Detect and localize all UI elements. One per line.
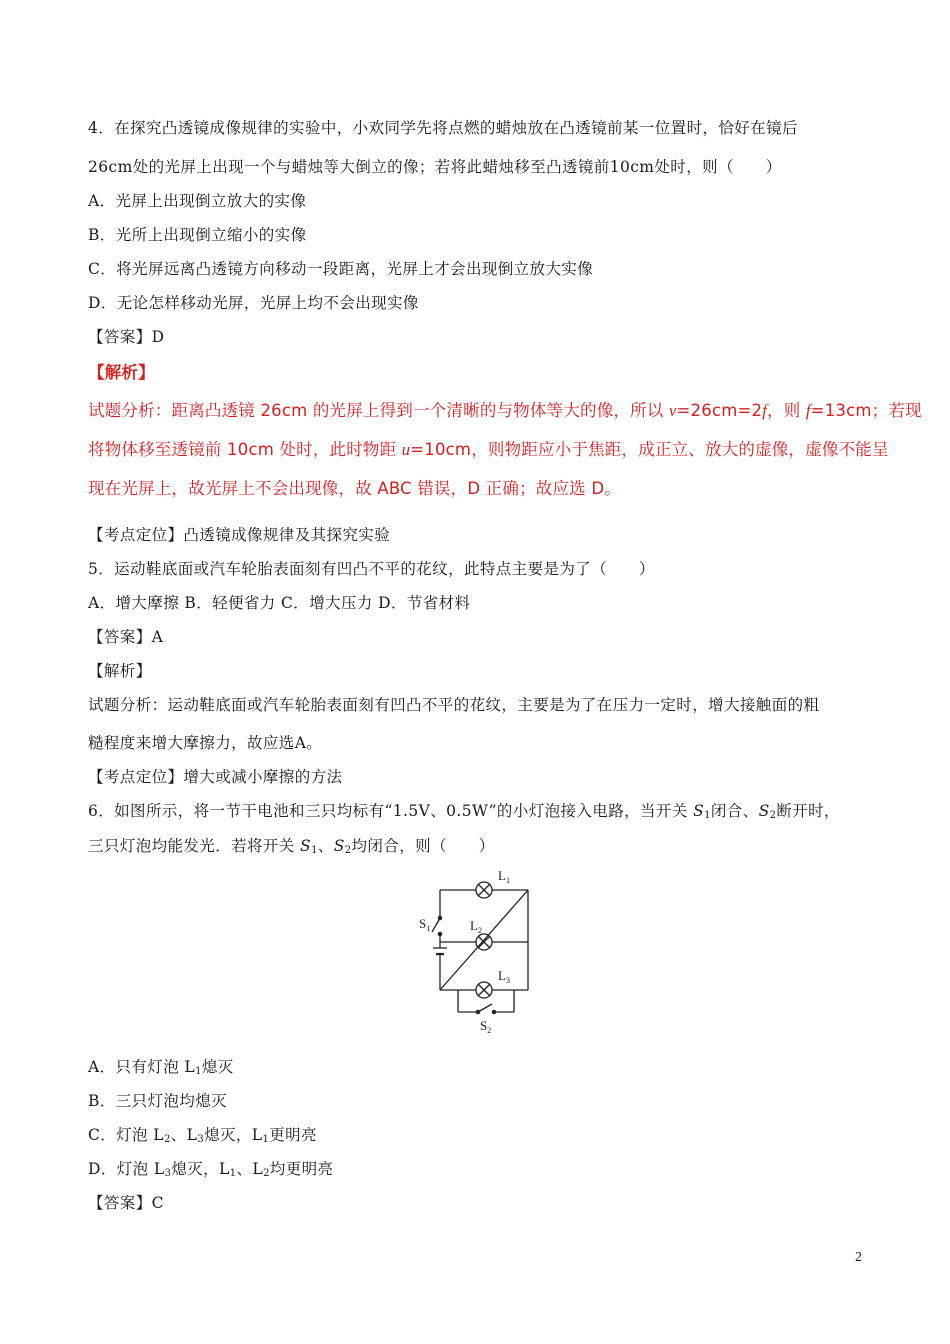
- q5-kaodian: 【考点定位】增大或减小摩擦的方法: [88, 768, 343, 786]
- q4-answer: 【答案】D: [88, 328, 165, 346]
- q6-option-c: C．灯泡 $L_2$、$L_3$熄灭，$L_1$更明亮: [88, 1126, 317, 1145]
- q4-option-a: A．光屏上出现倒立放大的实像: [88, 192, 307, 210]
- q4-analysis-line1: 试题分析：距离凸透镜 26cm 的光屏上得到一个清晰的与物体等大的像，所以 v=26cm=2f，则 f=13cm；若现: [88, 401, 922, 420]
- label-s2: $S_2$: [480, 1018, 492, 1035]
- label-l2: $L_2$: [470, 918, 482, 935]
- q5-analysis-line2: 糙程度来增大摩擦力，故应选A。: [88, 734, 323, 752]
- q5-options: A．增大摩擦 B．轻便省力 C．增大压力 D．节省材料: [88, 594, 471, 612]
- q6-answer: 【答案】C: [88, 1194, 164, 1212]
- q5-stem: 5．运动鞋底面或汽车轮胎表面刻有凹凸不平的花纹，此特点主要是为了（ ）: [88, 560, 655, 578]
- wire-diagonal: [440, 890, 528, 990]
- q6-stem-line2: 三只灯泡均能发光．若将开关 $S_1$、$S_2$均闭合，则（ ）: [88, 837, 495, 856]
- q6-option-a: A．只有灯泡 $L_1$熄灭: [88, 1058, 234, 1077]
- switch-s2-icon: [478, 1004, 492, 1012]
- q4-option-d: D．无论怎样移动光屏，光屏上均不会出现实像: [88, 294, 419, 312]
- label-s1: $S_1$: [419, 916, 431, 933]
- switch-s1-icon: [432, 918, 440, 932]
- page-number: 2: [855, 1250, 862, 1265]
- label-l1: $L_1$: [498, 868, 510, 885]
- q4-option-b: B．光所上出现倒立缩小的实像: [88, 226, 307, 244]
- q4-analysis-line3: 现在光屏上，故光屏上不会出现像，故 ABC 错误，D 正确；故应选 D。: [88, 479, 621, 498]
- q5-analysis-label: 【解析】: [88, 662, 152, 680]
- circuit-diagram: [418, 866, 538, 1036]
- q5-answer: 【答案】A: [88, 628, 164, 646]
- q5-analysis-line1: 试题分析：运动鞋底面或汽车轮胎表面刻有凹凸不平的花纹，主要是为了在压力一定时，增大接触面的粗: [88, 696, 820, 714]
- q4-option-c: C．将光屏远离凸透镜方向移动一段距离，光屏上才会出现倒立放大实像: [88, 260, 594, 278]
- q4-stem-line2: 26cm处的光屏上出现一个与蜡烛等大倒立的像；若将此蜡烛移至凸透镜前10cm处时，则（ ）: [88, 158, 782, 176]
- q4-kaodian: 【考点定位】凸透镜成像规律及其探究实验: [88, 526, 391, 544]
- q6-option-d: D．灯泡 $L_3$熄灭，$L_1$、$L_2$均更明亮: [88, 1160, 334, 1179]
- q4-stem-line1: 4．在探究凸透镜成像规律的实验中，小欢同学先将点燃的蜡烛放在凸透镜前某一位置时，恰好在镜后: [88, 119, 798, 137]
- q6-option-b: B．三只灯泡均熄灭: [88, 1092, 227, 1110]
- q4-analysis-label: 【解析】: [88, 363, 155, 382]
- q4-analysis-line2: 将物体移至透镜前 10cm 处时，此时物距 u=10cm，则物距应小于焦距，成正立、放大的虚像，虚像不能呈: [88, 440, 889, 459]
- label-l3: $L_3$: [498, 968, 510, 985]
- q6-stem-line1: 6．如图所示，将一节干电池和三只均标有“1.5V、0.5W”的小灯泡接入电路，当开关 $S_1$闭合、$S_2$断开时，: [88, 802, 840, 821]
